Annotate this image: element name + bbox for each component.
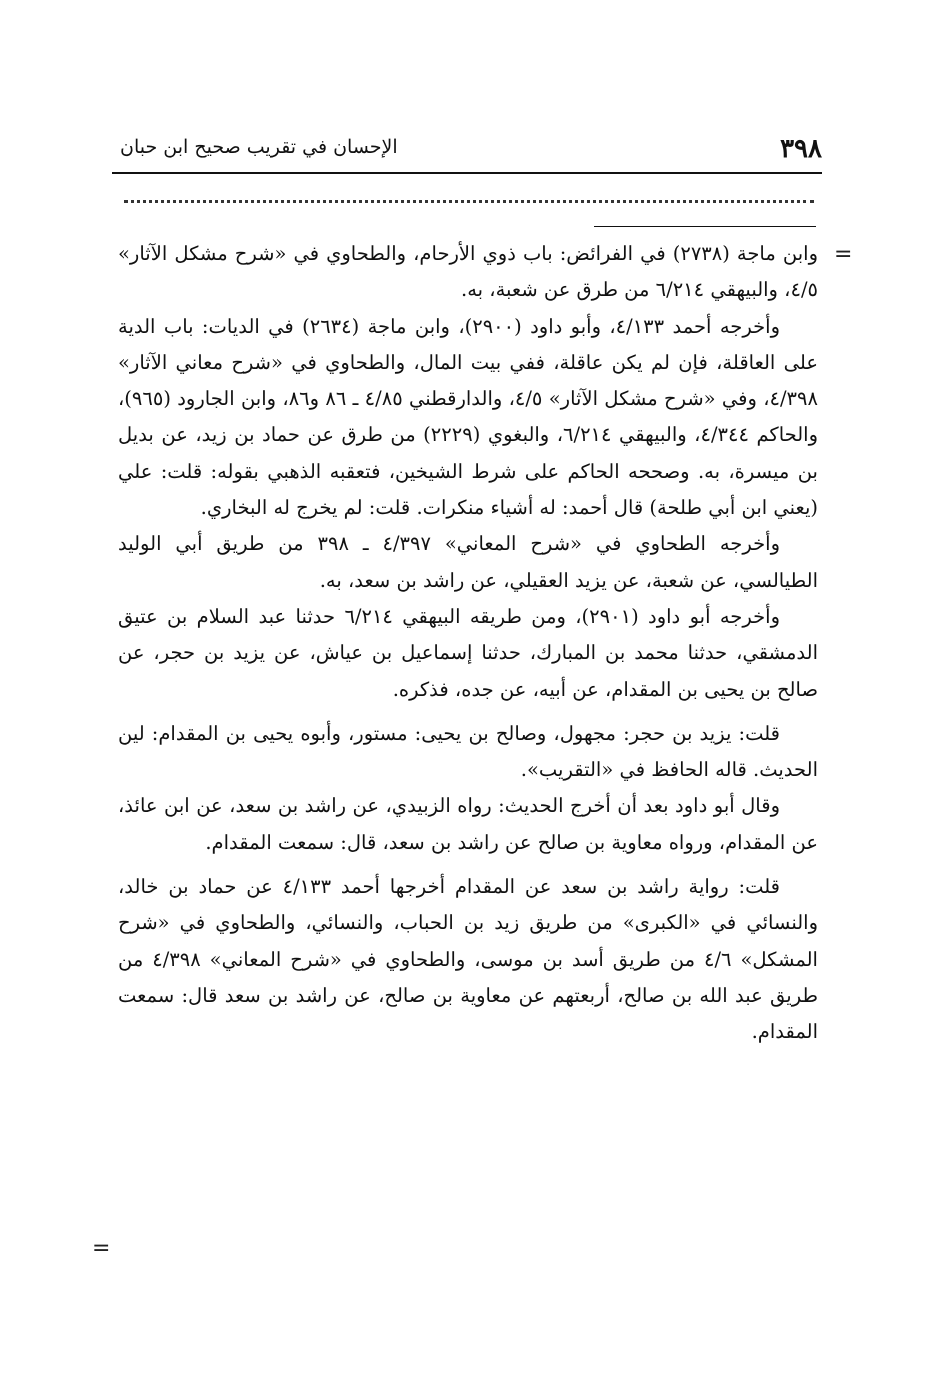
page-number: ٣٩٨	[780, 134, 822, 164]
footnote-rule	[594, 226, 816, 227]
paragraph-2: وأخرجه أحمد ٤/١٣٣، وأبو داود (٢٩٠٠)، وابن ماجة (٢٦٣٤) في الديات: باب الدية على العاقلة، فإن لم يكن عاقلة، ففي بيت المال، والطحاوي في «شرح معاني الآثار» ٤/٣٩٨، وفي «شرح مشكل الآثار» ٤/٥، والدارقطني ٤/٨٥ ـ ٨٦ و٨٦، وابن الجارود (٩٦٥)، والحاكم ٤/٣٤٤، والبيهقي ٦/٢١٤، والبغوي (٢٢٢٩) من طرق عن حماد بن زيد، عن بديل بن ميسرة، به. وصححه الحاكم على شرط الشيخين، فتعقبه الذهبي بقوله: قلت: علي (يعني ابن أبي طلحة) قال أحمد: له أشياء منكرات. قلت: لم يخرج له البخاري.	[118, 314, 819, 520]
dotted-separator	[124, 200, 814, 203]
paragraph-6: وقال أبو داود بعد أن أخرج الحديث: رواه الزبيدي، عن راشد بن سعد، عن ابن عائذ، عن المقدام، ورواه معاوية بن صالح عن راشد بن سعد، قال: سمعت المقدام.	[118, 794, 818, 854]
paragraph-5: قلت: يزيد بن حجر: مجهول، وصالح بن يحيى: مستور، وأبوه يحيى بن المقدام: لين الحديث. قاله الحافظ في «التقريب».	[118, 721, 818, 782]
running-title: الإحسان في تقريب صحيح ابن حبان	[120, 136, 398, 158]
continuation-mark-top: =	[834, 242, 853, 267]
footnote-body	[118, 236, 818, 1051]
page-header	[112, 128, 822, 172]
paragraph-1: وابن ماجة (٢٧٣٨) في الفرائض: باب ذوي الأرحام، والطحاوي في «شرح مشكل الآثار» ٤/٥، والبيهقي ٦/٢١٤ من طرق عن شعبة، به.	[118, 242, 818, 302]
header-rule	[112, 172, 822, 174]
continuation-mark-bottom: =	[92, 1236, 111, 1261]
paragraph-4: وأخرجه أبو داود (٢٩٠١)، ومن طريقه البيهقي ٦/٢١٤ حدثنا عبد السلام بن عتيق الدمشقي، حدثنا محمد بن المبارك، حدثنا إسماعيل بن عياش، عن يزيد بن حجر، عن صالح بن يحيى بن المقدام، عن أبيه، عن جده، فذكره.	[118, 604, 818, 701]
paragraph-7: قلت: رواية راشد بن سعد عن المقدام أخرجها أحمد ٤/١٣٣ عن حماد بن خالد، والنسائي في «الكبرى» من طريق زيد بن الحباب، والنسائي، والطحاوي في «شرح المشكل» ٤/٦ من طريق أسد بن موسى، والطحاوي في «شرح المعاني» ٤/٣٩٨ من طريق عبد الله بن صالح، أربعتهم عن معاوية بن صالح، عن راشد بن سعد قال: سمعت المقدام.	[118, 875, 818, 1044]
paragraph-3: وأخرجه الطحاوي في «شرح المعاني» ٤/٣٩٧ ـ ٣٩٨ من طريق أبي الوليد الطيالسي، عن شعبة، عن يزيد العقيلي، عن راشد بن سعد، به.	[118, 532, 818, 592]
